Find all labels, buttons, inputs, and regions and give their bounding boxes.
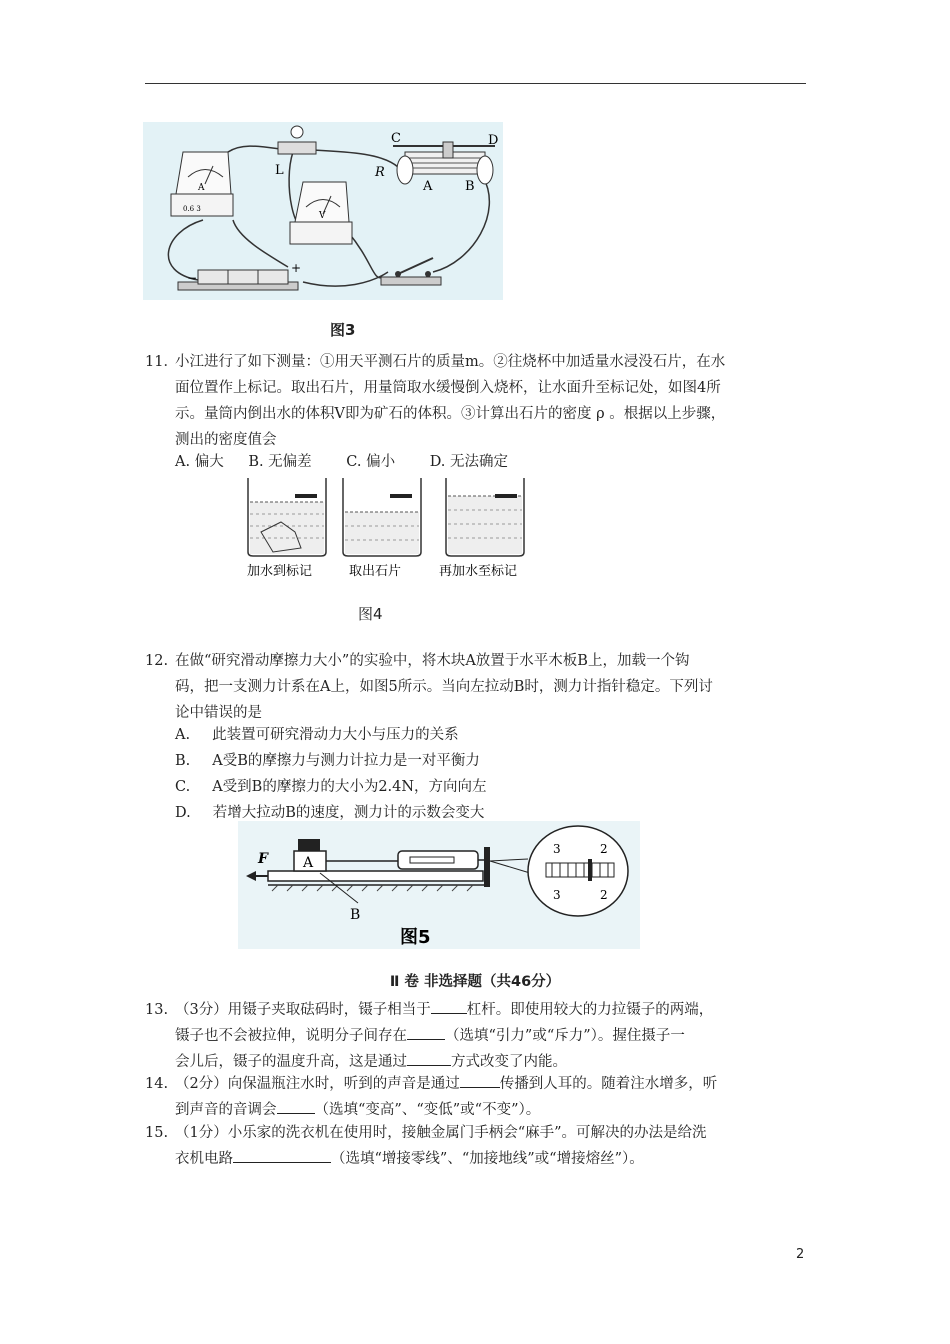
svg-text:V: V bbox=[319, 211, 326, 221]
question-text-line: 镊子也不会被拉伸，说明分子间存在 （选填“引力”或“斥力”）。握住摄子一 bbox=[175, 1023, 810, 1049]
question-text-line: 论中错误的是 bbox=[175, 705, 262, 721]
header-rule bbox=[145, 83, 806, 84]
answer-blank[interactable] bbox=[277, 1097, 315, 1114]
figure-3-caption: 图3 bbox=[330, 321, 356, 339]
question-text-line: （3分）用镊子夹取砝码时，镊子相当于 杠杆。即使用较大的力拉镊子的两端， bbox=[175, 997, 810, 1023]
question-text-line: 小江进行了如下测量：①用天平测石片的质量m。②往烧杯中加适量水浸没石片，在水 bbox=[175, 354, 726, 370]
svg-text:D: D bbox=[488, 133, 499, 148]
svg-text:加水到标记: 加水到标记 bbox=[247, 564, 313, 579]
svg-text:B: B bbox=[465, 179, 475, 194]
option-b[interactable]: B. 无偏差 bbox=[248, 454, 312, 470]
svg-text:C: C bbox=[391, 131, 401, 146]
beaker-3 bbox=[439, 478, 524, 579]
figure-3-circuit bbox=[143, 122, 503, 300]
svg-text:2: 2 bbox=[600, 888, 608, 902]
svg-text:2: 2 bbox=[600, 842, 608, 856]
svg-text:取出石片: 取出石片 bbox=[349, 564, 402, 579]
svg-text:−: − bbox=[187, 271, 198, 285]
option-d[interactable]: D. 若增大拉动B的速度，测力计的示数会变大 bbox=[175, 805, 485, 821]
figure-4-beakers bbox=[243, 474, 533, 582]
answer-blank[interactable] bbox=[407, 1023, 445, 1040]
svg-text:图5: 图5 bbox=[400, 927, 431, 948]
answer-blank[interactable] bbox=[233, 1146, 331, 1163]
svg-text:A: A bbox=[198, 183, 205, 193]
svg-text:B: B bbox=[350, 907, 361, 923]
option-a[interactable]: A. 此装置可研究滑动力大小与压力的关系 bbox=[175, 727, 459, 743]
q12-options bbox=[175, 722, 487, 826]
q11-options bbox=[175, 449, 508, 475]
question-text-line: 测出的密度值会 bbox=[175, 432, 277, 448]
svg-text:R: R bbox=[375, 165, 385, 180]
option-b[interactable]: B. A受B的摩擦力与测力计拉力是一对平衡力 bbox=[175, 753, 480, 769]
svg-text:A: A bbox=[423, 179, 433, 194]
question-number: 11． bbox=[145, 354, 178, 370]
question-text-line: 会儿后，镊子的温度升高，这是通过 方式改变了内能。 bbox=[175, 1049, 810, 1075]
beaker-2 bbox=[343, 478, 421, 579]
question-text-line: （2分）向保温瓶注水时，听到的声音是通过 传播到人耳的。随着注水增多，听 bbox=[175, 1071, 810, 1097]
page-number: 2 bbox=[796, 1247, 805, 1262]
svg-text:3: 3 bbox=[553, 888, 561, 902]
question-text-line: 码，把一支测力计系在A上，如图5所示。当向左拉动B时，测力计指针稳定。下列讨 bbox=[175, 679, 713, 695]
answer-blank[interactable] bbox=[431, 997, 467, 1014]
question-number: 14. bbox=[145, 1076, 169, 1092]
svg-text:3: 3 bbox=[553, 842, 561, 856]
section-title: Ⅱ 卷 非选择题（共46分） bbox=[389, 974, 561, 990]
svg-text:再加水至标记: 再加水至标记 bbox=[439, 564, 518, 579]
svg-text:L: L bbox=[275, 163, 284, 178]
question-number: 13. bbox=[145, 1002, 169, 1018]
svg-text:+: + bbox=[291, 261, 302, 275]
beaker-1 bbox=[247, 478, 326, 579]
question-text-line: 示。量筒内倒出水的体积V即为矿石的体积。③计算出石片的密度 ρ 。根据以上步骤， bbox=[175, 406, 726, 422]
svg-text:F: F bbox=[258, 851, 268, 867]
figure-4-caption: 图4 bbox=[358, 605, 383, 623]
svg-text:A: A bbox=[303, 855, 314, 871]
option-d[interactable]: D. 无法确定 bbox=[429, 454, 509, 470]
figure-5-friction-setup bbox=[238, 821, 640, 949]
svg-text:0.6 3: 0.6 3 bbox=[183, 205, 201, 213]
option-c[interactable]: C. 偏小 bbox=[346, 454, 396, 470]
answer-blank[interactable] bbox=[460, 1071, 500, 1088]
question-text-line: 面位置作上标记。取出石片，用量筒取水缓慢倒入烧杯，让水面升至标记处，如图4所 bbox=[175, 380, 721, 396]
question-text-line: 在做“研究滑动摩擦力大小”的实验中，将木块A放置于水平木板B上，加载一个钩 bbox=[175, 653, 690, 669]
option-a[interactable]: A. 偏大 bbox=[175, 454, 224, 470]
answer-blank[interactable] bbox=[407, 1049, 451, 1066]
question-number: 15. bbox=[145, 1125, 169, 1141]
question-text-line: 到声音的音调会 （选填“变高”、“变低”或“不变”）。 bbox=[175, 1097, 810, 1123]
question-text-line: （1分）小乐家的洗衣机在使用时，接触金属门手柄会“麻手”。可解决的办法是给洗 bbox=[175, 1125, 707, 1141]
question-number: 12. bbox=[145, 653, 169, 669]
option-c[interactable]: C. A受到B的摩擦力的大小为2.4N，方向向左 bbox=[175, 779, 487, 795]
question-text-line: 衣机电路 （选填“增接零线”、“加接地线”或“增接熔丝”）。 bbox=[175, 1146, 810, 1172]
